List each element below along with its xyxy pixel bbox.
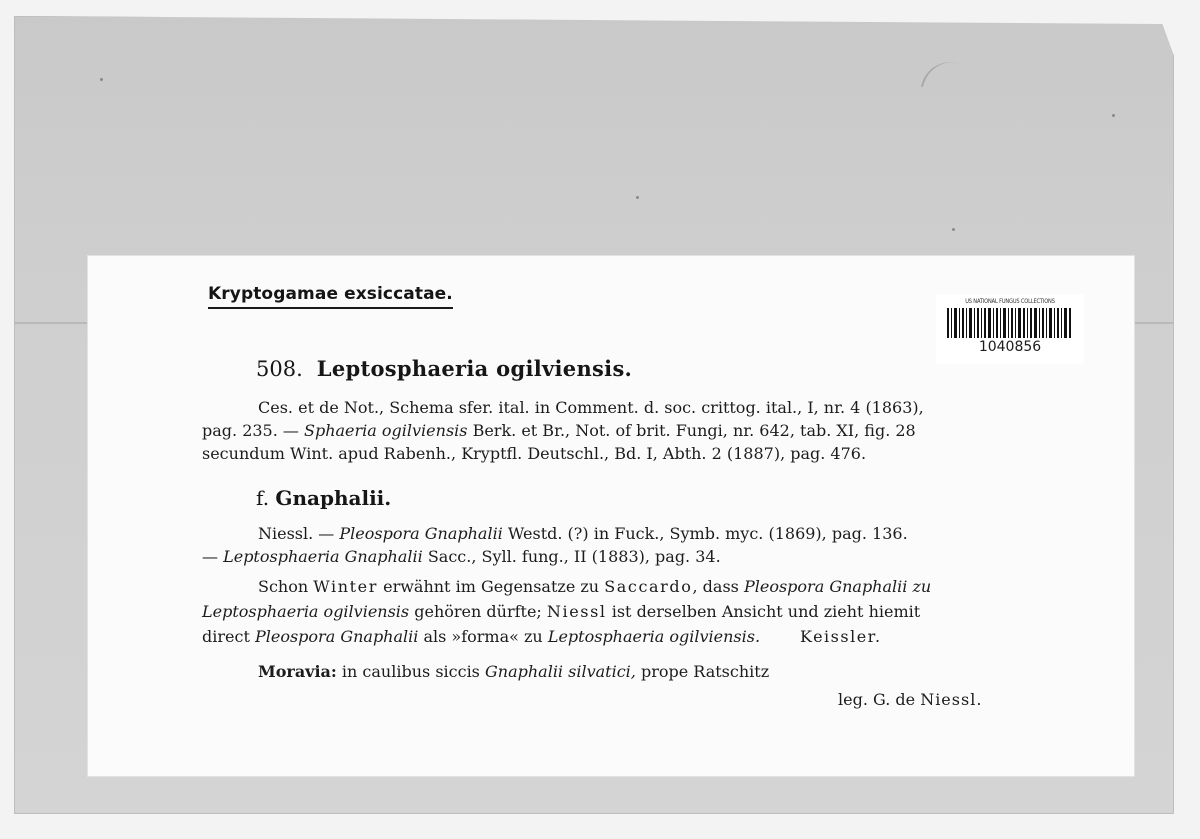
- note-line: [202, 624, 931, 649]
- citation-text: —: [202, 547, 218, 566]
- synonym-name: Leptosphaeria Gnaphalii: [223, 547, 423, 566]
- citation-line: [202, 545, 908, 568]
- citation-line: secundum Wint. apud Rabenh., Kryptfl. Deutschl., Bd. I, Abth. 2 (1887), pag. 476.: [202, 444, 867, 463]
- note-line: [258, 574, 931, 599]
- note-text: als »forma« zu: [423, 627, 543, 646]
- forma-prefix: f.: [256, 486, 270, 510]
- note-text: gehören dürfte;: [414, 602, 542, 621]
- synonym-name: Leptosphaeria ogilviensis: [202, 602, 410, 621]
- note-line: [202, 599, 931, 624]
- note-author: Keissler.: [800, 627, 882, 646]
- locality-text: prope Ratschitz: [640, 662, 770, 681]
- author-name: Saccardo: [604, 577, 693, 596]
- note-text: direct: [202, 627, 250, 646]
- collection-locality: [258, 662, 769, 681]
- author-name: Niessl: [546, 602, 607, 621]
- packet-speck: [1112, 114, 1115, 117]
- barcode-icon: [945, 308, 1075, 338]
- specimen-number: 508.: [256, 357, 303, 381]
- collector-prefix: leg. G. de: [838, 690, 916, 709]
- series-header: Kryptogamae exsiccatae.: [208, 284, 453, 309]
- citation-text: Berk. et Br., Not. of brit. Fungi, nr. 642, tab. XI, fig. 28: [472, 421, 916, 440]
- barcode-sticker: [936, 294, 1084, 364]
- synonym-name: Leptosphaeria ogilviensis.: [547, 627, 761, 646]
- collector: [838, 690, 982, 709]
- citation-text: pag. 235. —: [202, 421, 299, 440]
- packet-speck: [100, 78, 103, 81]
- note-text: erwähnt im Gegensatze zu: [383, 577, 600, 596]
- packet-speck: [636, 196, 639, 199]
- note-text: , dass: [692, 577, 739, 596]
- note-text: zu: [912, 577, 932, 596]
- citation-line: [258, 522, 908, 545]
- packet-speck: [952, 228, 955, 231]
- forma-citation: [202, 522, 908, 568]
- citation-text: Sacc., Syll. fung., II (1883), pag. 34.: [427, 547, 721, 566]
- note-text: ist derselben Ansicht und zieht hiemit: [611, 602, 921, 621]
- barcode-number: 1040856: [978, 339, 1042, 355]
- specimen-title: [256, 356, 632, 381]
- taxonomic-note: [202, 574, 931, 649]
- collector-name: Niessl.: [920, 690, 983, 709]
- forma-name: Gnaphalii.: [275, 486, 392, 510]
- synonym-name: Sphaeria ogilviensis: [304, 421, 468, 440]
- species-name: Leptosphaeria ogilviensis.: [316, 356, 633, 381]
- forma-title: [256, 486, 391, 510]
- author-name: Winter: [313, 577, 378, 596]
- barcode-caption: US NATIONAL FUNGUS COLLECTIONS: [965, 298, 1055, 305]
- citation-text: Niessl. —: [258, 524, 335, 543]
- locality-region: Moravia:: [258, 662, 337, 681]
- citation-line: [202, 419, 924, 442]
- specimen-label: [88, 256, 1134, 776]
- synonym-name: Pleospora Gnaphalii: [339, 524, 503, 543]
- host-name: Gnaphalii silvatici,: [484, 662, 636, 681]
- note-text: Schon: [258, 577, 309, 596]
- synonym-name: Pleospora Gnaphalii: [254, 627, 419, 646]
- locality-text: in caulibus siccis: [341, 662, 480, 681]
- citation-text: Westd. (?) in Fuck., Symb. myc. (1869), pag. 136.: [507, 524, 908, 543]
- citation-line: Ces. et de Not., Schema sfer. ital. in Comment. d. soc. crittog. ital., I, nr. 4 (1863),: [258, 398, 924, 417]
- synonym-name: Pleospora Gnaphalii: [743, 577, 908, 596]
- species-citation: [202, 396, 924, 465]
